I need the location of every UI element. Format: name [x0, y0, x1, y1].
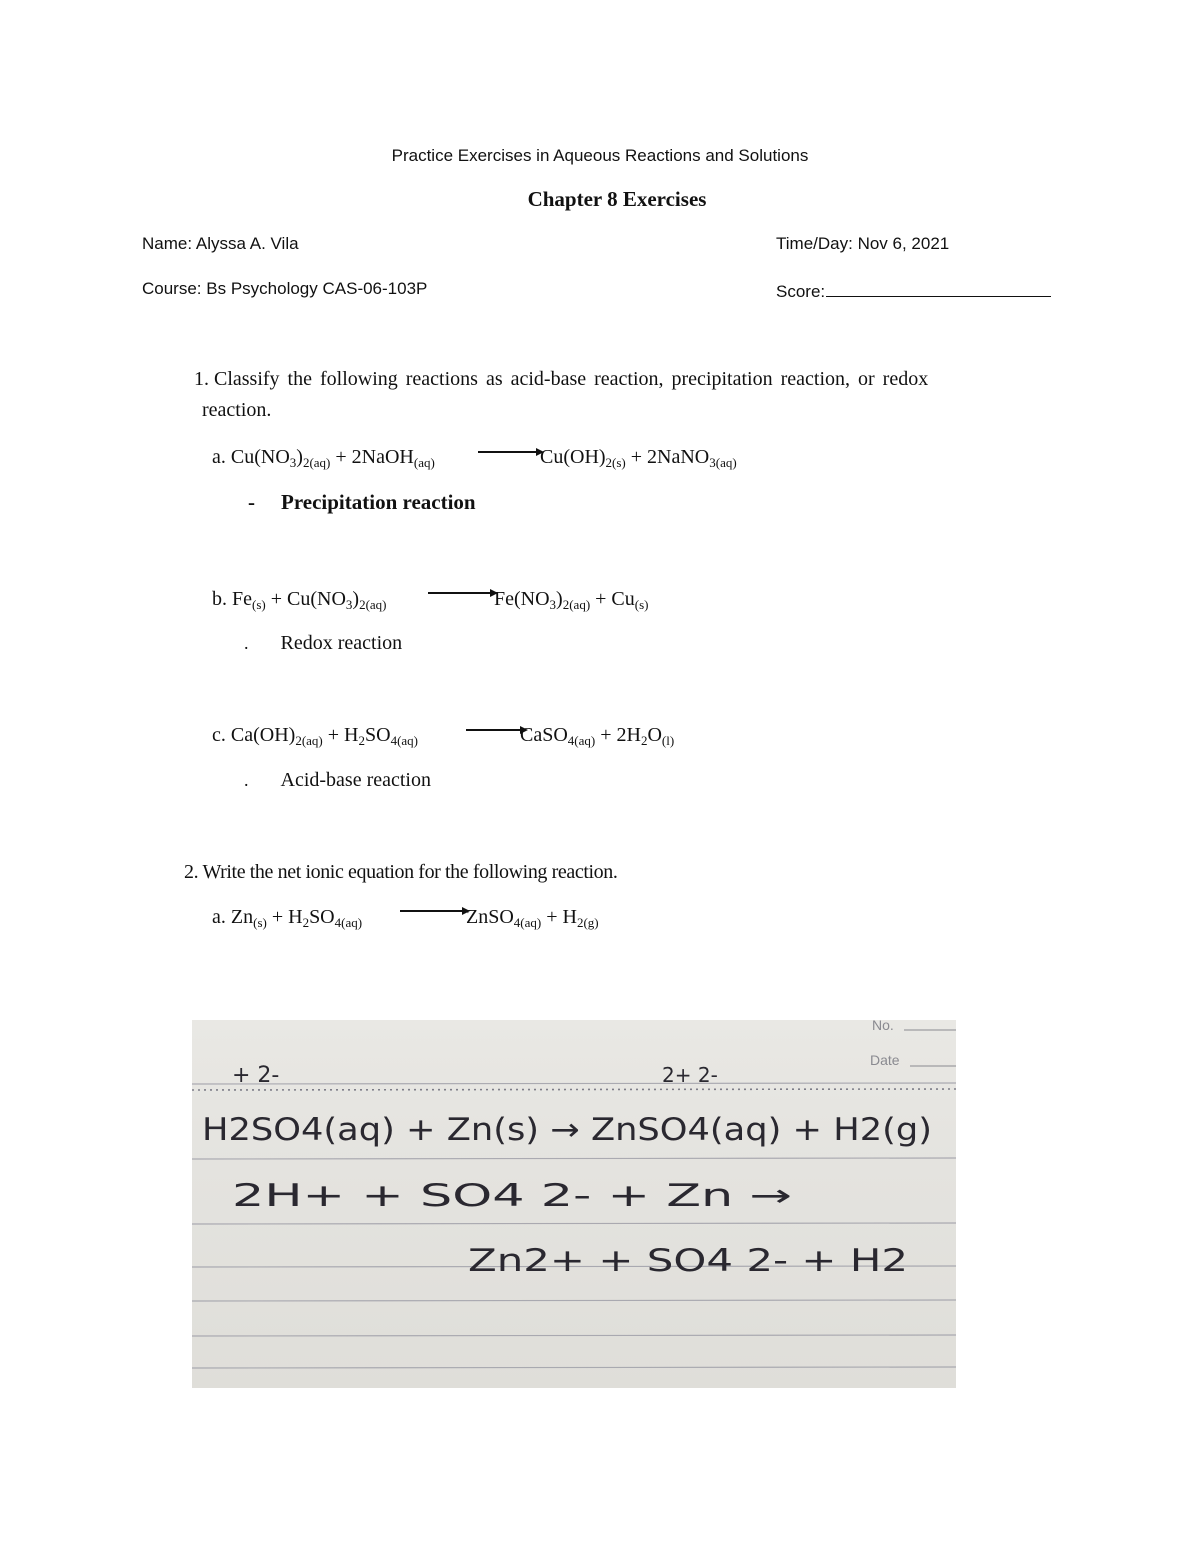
formula: $Zn_{(s)} + H_2SO_{4(aq)}$: [230, 906, 363, 930]
answer-1c: [244, 769, 431, 792]
charges-line-1-right: 2+ 2-: [662, 1063, 718, 1087]
time-day-field: [776, 234, 949, 254]
handwritten-line-3: Zn2+ + SO4 2- + H2: [468, 1243, 908, 1279]
time-day-value: Nov 6, 2021: [857, 234, 950, 253]
question-2-number: 2.: [184, 861, 199, 883]
course-label: Course:: [142, 279, 202, 298]
formula: $Ca(OH)_{2(aq)} + H_2SO_{4(aq)}$: [230, 724, 419, 748]
item-letter: b.: [212, 588, 227, 610]
question-2-text: Write the net ionic equation for the following reaction.: [202, 861, 618, 883]
name-field: [142, 234, 299, 254]
course-field: [142, 279, 427, 299]
formula: $Cu(NO_3)_{2(aq)}$ + 2NaOH$_{(aq)}$: [230, 446, 435, 470]
question-2: [184, 857, 617, 888]
answer-text: Acid-base reaction: [280, 769, 431, 791]
paper-no-label: No.: [872, 1020, 894, 1033]
question-1-line-1: [194, 364, 928, 395]
formula: ZnSO$_{4(aq)}$ + $H_{2(g)}$: [466, 906, 599, 930]
score-label: Score:: [776, 282, 826, 301]
name-label: Name:: [142, 234, 193, 253]
answer-bullet: .: [244, 633, 249, 653]
course-value: Bs Psychology CAS-06-103P: [206, 279, 428, 298]
equation-2a-left: [212, 906, 362, 929]
reaction-arrow: [478, 451, 542, 453]
charges-line-1-left: + 2-: [232, 1063, 280, 1088]
formula: $Fe_{(s)} + Cu(NO_3)_{2(aq)}$: [232, 588, 387, 612]
equation-1b-left: [212, 588, 387, 611]
reaction-arrow: [466, 729, 526, 731]
answer-text: Redox reaction: [280, 632, 403, 654]
answer-1a: [248, 490, 476, 515]
formula: CaSO$_{4(aq)}$ + $2H_2O_{(l)}$: [520, 724, 675, 748]
item-letter: a.: [212, 906, 226, 928]
reaction-arrow: [400, 910, 468, 912]
equation-1a-right: [540, 446, 737, 469]
handwritten-line-2: 2H+ + SO4 2- + Zn →: [232, 1178, 792, 1214]
time-day-label: Time/Day:: [776, 234, 853, 253]
item-letter: a.: [212, 446, 226, 468]
equation-2a-right: [466, 906, 599, 929]
document-subtitle: Practice Exercises in Aqueous Reactions and Solutions: [391, 146, 809, 165]
paper-date-label: Date: [870, 1052, 900, 1068]
equation-1c-right: [520, 724, 674, 747]
reaction-arrow: [428, 592, 496, 594]
handwritten-line-1: H2SO4(aq) + Zn(s) → ZnSO4(aq) + H2(g): [202, 1112, 933, 1148]
score-blank: [826, 279, 1051, 297]
equation-1b-right: [494, 588, 649, 611]
question-1-number: 1.: [194, 368, 209, 390]
question-1-line-2: reaction.: [202, 399, 272, 421]
handwriting: [202, 1063, 932, 1279]
formula: $Cu(OH)_{2(s)}$ + 2NaNO$_{3(aq)}$: [540, 446, 737, 470]
question-1-text: Classify the following reactions as acid-base reaction, precipitation reaction, or redox: [214, 368, 929, 390]
item-letter: c.: [212, 724, 226, 746]
notebook-paper: [192, 1020, 956, 1388]
equation-1c-left: [212, 724, 418, 747]
formula: $Fe(NO_3)_{2(aq)} + Cu_{(s)}$: [494, 588, 649, 612]
document-title: Chapter 8 Exercises: [527, 187, 707, 211]
name-value: Alyssa A. Vila: [195, 234, 299, 253]
answer-bullet: -: [248, 490, 255, 514]
equation-1a-left: [212, 446, 435, 469]
score-field: [776, 279, 1051, 302]
answer-text: Precipitation reaction: [281, 490, 476, 514]
handwritten-work-photo: [192, 1020, 956, 1388]
answer-bullet: .: [244, 770, 249, 790]
dotted-top-line: [192, 1089, 956, 1090]
answer-1b: [244, 632, 402, 655]
